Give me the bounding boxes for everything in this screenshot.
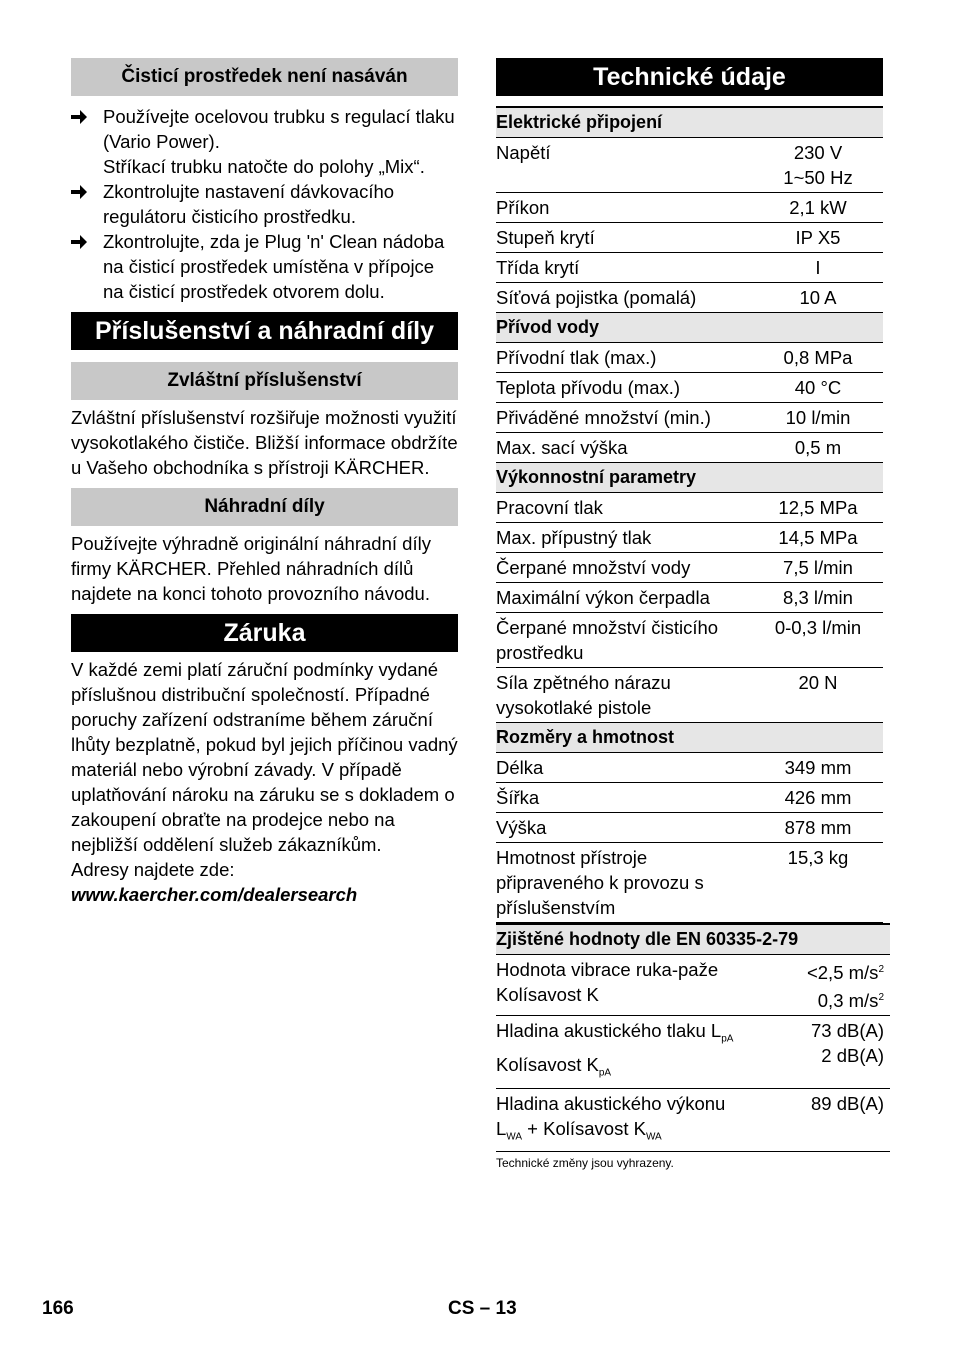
vib-label1: Hodnota vibrace ruka-paže (496, 959, 719, 980)
section-row (496, 723, 883, 753)
technical-data-title: Technické údaje (496, 58, 883, 96)
spec-label: Přívodní tlak (max.) (496, 343, 753, 373)
footnote: Technické změny jsou vyhrazeny. (496, 1156, 674, 1171)
bullet-item (71, 229, 458, 304)
vib-label2: Kolísavost K (496, 984, 599, 1005)
sound-power-value: 89 dB(A) (754, 1088, 890, 1152)
spec-row (496, 613, 883, 668)
spec-value: IP X5 (753, 223, 883, 253)
spec-label: Max. přípustný tlak (496, 523, 753, 553)
spec-value: 8,3 l/min (753, 583, 883, 613)
spec-label: Šířka (496, 783, 753, 813)
spec-label: Příkon (496, 193, 753, 223)
spec-label: Hmotnost přístroje připraveného k provozu s příslušenstvím (496, 843, 753, 923)
spec-row (496, 553, 883, 583)
spec-value: 15,3 kg (753, 843, 883, 923)
spec-value: 0-0,3 l/min (753, 613, 883, 668)
special-accessories-title: Zvláštní příslušenství (71, 362, 458, 400)
lwa-sub2: WA (645, 1131, 662, 1143)
special-accessories-text: Zvláštní příslušenství rozšiřuje možnosti využití vysokotlakého čističe. Bližší informace obdržíte u Vašeho obchodníka s přístroji KÄRCHER. (71, 407, 458, 478)
spec-value: 0,8 MPa (753, 343, 883, 373)
spec-label: Síťová pojistka (pomalá) (496, 283, 753, 313)
spec-row (496, 193, 883, 223)
spec-value: 0,5 m (753, 433, 883, 463)
spec-row (496, 253, 883, 283)
spec-row (496, 343, 883, 373)
right-column (496, 58, 883, 1170)
section-accessories-title: Příslušenství a náhradní díly (71, 312, 458, 350)
lwa-mid: + Kolísavost K (522, 1117, 646, 1139)
spec-row (496, 843, 883, 923)
spec-row (496, 668, 883, 723)
lwa-sub1: WA (506, 1131, 523, 1143)
spec-label: Třída krytí (496, 253, 753, 283)
address-label: Adresy najdete zde: (71, 859, 235, 880)
spec-label: Napětí (496, 138, 753, 193)
section-row (496, 107, 883, 138)
spec-value: 10 A (753, 283, 883, 313)
lpa-label2: Kolísavost K (496, 1054, 599, 1075)
spec-row (496, 493, 883, 523)
vib-val1: <2,5 m/s (806, 962, 879, 984)
emission-table (496, 923, 890, 1152)
lpa-label1: Hladina akustického tlaku L (496, 1020, 722, 1042)
sound-pressure-row (496, 1016, 890, 1088)
section-title: Elektrické připojení (496, 107, 883, 138)
bullet-extra: Stříkací trubku natočte do polohy „Mix“. (103, 156, 425, 177)
lwa-prefix: L (496, 1117, 507, 1139)
spec-label: Pracovní tlak (496, 493, 753, 523)
spec-row (496, 813, 883, 843)
spec-row (496, 403, 883, 433)
bullet-text: Používejte ocelovou trubku s regulací tlaku (Vario Power). (103, 106, 455, 152)
dealer-link[interactable]: www.kaercher.com/dealersearch (71, 884, 358, 905)
sound-pressure-value (754, 1016, 890, 1088)
spare-parts-title: Náhradní díly (71, 488, 458, 526)
spec-row (496, 283, 883, 313)
spec-row (496, 583, 883, 613)
spec-label: Čerpané množství čisticího prostředku (496, 613, 753, 668)
vibration-row (496, 955, 890, 1016)
spec-label: Čerpané množství vody (496, 553, 753, 583)
spec-value: 2,1 kW (753, 193, 883, 223)
lpa-val1: 73 dB(A) (810, 1020, 884, 1042)
warranty-title: Záruka (71, 614, 458, 652)
spec-row (496, 433, 883, 463)
vibration-label (496, 955, 754, 1016)
section-row (496, 463, 883, 493)
sound-pressure-label (496, 1016, 754, 1088)
section-row (496, 313, 883, 343)
spec-value: 20 N (753, 668, 883, 723)
spare-parts-text: Používejte výhradně originální náhradní díly firmy KÄRCHER. Přehled náhradních dílů najdete na konci tohoto provozního návodu. (71, 533, 431, 604)
spec-row (496, 373, 883, 403)
bullet-item (71, 104, 458, 154)
spec-row (496, 138, 883, 193)
spec-label: Přiváděné množství (min.) (496, 403, 753, 433)
arrow-icon (71, 229, 103, 304)
spec-label: Max. sací výška (496, 433, 753, 463)
sq2: 2 (878, 992, 884, 1004)
sound-power-label (496, 1088, 754, 1152)
spec-label: Stupeň krytí (496, 223, 753, 253)
vibration-value (754, 955, 890, 1016)
spec-label: Teplota přívodu (max.) (496, 373, 753, 403)
spec-value: 426 mm (753, 783, 883, 813)
spec-row (496, 223, 883, 253)
warranty-text: V každé zemi platí záruční podmínky vydané příslušnou distribuční společností. Případné poruchy zařízení odstraníme během záruční lhůty bezplatně, pokud byl jejich příčinou vadný materiál nebo výrobní závady. V případě uplatňování nároku na záruku se s dokladem o zakoupení obraťte na prodejce nebo na nejbližší oddělení služeb zákazníkům. (71, 659, 458, 855)
spec-value: 7,5 l/min (753, 553, 883, 583)
bullet-text: Zkontrolujte nastavení dávkovacího regulátoru čisticího prostředku. (103, 181, 395, 227)
spec-value: 14,5 MPa (753, 523, 883, 553)
lpa-val2: 2 dB(A) (821, 1045, 884, 1067)
left-column (71, 58, 458, 907)
spec-value: 349 mm (753, 753, 883, 783)
lpa-sub2: pA (598, 1067, 612, 1079)
spec-label: Délka (496, 753, 753, 783)
spec-value: I (753, 253, 883, 283)
section-title: Rozměry a hmotnost (496, 723, 883, 753)
sq1: 2 (878, 964, 884, 975)
spec-row (496, 783, 883, 813)
emission-section-title: Zjištěné hodnoty dle EN 60335-2-79 (496, 924, 890, 955)
spec-value: 12,5 MPa (753, 493, 883, 523)
bullet-item (71, 179, 458, 229)
spec-value: 10 l/min (753, 403, 883, 433)
spec-label: Maximální výkon čerpadla (496, 583, 753, 613)
page-number: 166 (42, 1298, 74, 1319)
spec-label: Výška (496, 813, 753, 843)
lpa-sub1: pA (721, 1034, 734, 1045)
vib-val2: 0,3 m/s (817, 990, 879, 1012)
arrow-icon (71, 179, 103, 229)
page-section: CS – 13 (448, 1298, 517, 1319)
spec-table (496, 106, 883, 923)
heading-detergent: Čisticí prostředek není nasáván (71, 58, 458, 96)
spec-value: 230 V 1~50 Hz (753, 138, 883, 193)
section-title: Přívod vody (496, 313, 883, 343)
arrow-icon (71, 104, 103, 154)
spec-row (496, 523, 883, 553)
emission-section-row (496, 924, 890, 955)
sound-power-row (496, 1088, 890, 1152)
spec-value: 40 °C (753, 373, 883, 403)
section-title: Výkonnostní parametry (496, 463, 883, 493)
bullet-text: Zkontrolujte, zda je Plug 'n' Clean nádoba na čisticí prostředek umístěna v přípojce na čisticí prostředek otvorem dolu. (103, 231, 445, 302)
spec-value: 878 mm (753, 813, 883, 843)
spec-label: Síla zpětného nárazu vysokotlaké pistole (496, 668, 753, 723)
lwa-label1: Hladina akustického výkonu (496, 1092, 726, 1114)
spec-row (496, 753, 883, 783)
